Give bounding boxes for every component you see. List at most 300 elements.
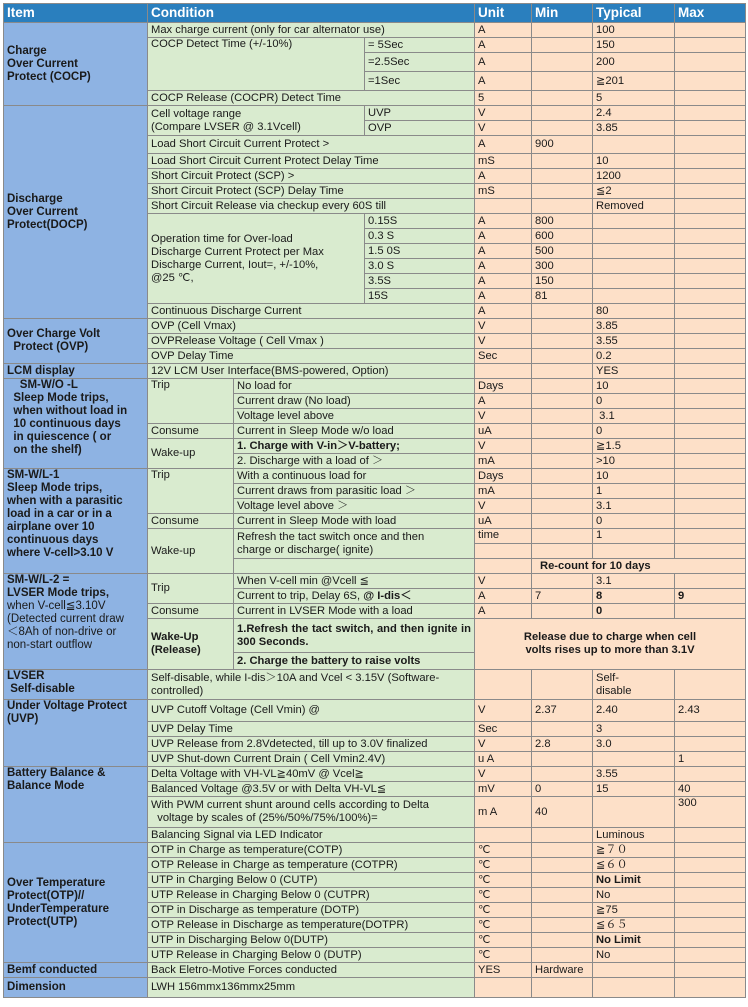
min-cell: 500 [532,244,593,259]
cond-cell: Current in Sleep Mode with load [234,514,475,529]
item-sm-wo-l: SM-W/O -L Sleep Mode trips, when without load in 10 continuous days in quiescence ( or on the shelf) [4,379,148,469]
min-cell [532,752,593,767]
unit-cell: m A [475,797,532,828]
min-cell [532,514,593,529]
min-cell [532,948,593,963]
unit-cell: uA [475,514,532,529]
table-row [4,843,746,858]
cond-cell: Load Short Circuit Current Protect Delay Time [148,154,475,169]
max-cell: 1 [675,752,746,767]
cond-cell [234,589,475,604]
cond-cell: Short Circuit Release via checkup every 60S till [148,199,475,214]
unit-cell [475,199,532,214]
min-cell [532,843,593,858]
min-cell [532,722,593,737]
typ-cell: No [593,948,675,963]
unit-cell: ℃ [475,933,532,948]
table-row [4,978,746,998]
cond-cell: UVP Shut-down Current Drain ( Cell Vmin2.4V) [148,752,475,767]
unit-cell: V [475,767,532,782]
typ-cell: ≦2 [593,184,675,199]
unit-cell: A [475,304,532,319]
max-cell [675,963,746,978]
min-cell [532,544,593,559]
cond-cell: Self-disable, while I-dis＞10A and Vcel < 3.15V (Software- controlled) [148,670,475,700]
max-cell [675,409,746,424]
max-cell [675,184,746,199]
typ-cell: 100 [593,23,675,38]
header-row [4,4,746,23]
table-row [4,963,746,978]
cond-max-charge: Max charge current (only for car alternator use) [148,23,475,38]
header-item: Item [4,4,148,23]
max-cell [675,259,746,274]
max-cell [675,304,746,319]
max-cell [675,319,746,334]
cond-cell: With PWM current shunt around cells according to Delta voltage by scales of (25%/50%/75%/100%)= [148,797,475,828]
max-cell [675,828,746,843]
header-condition: Condition [148,4,475,23]
typ-cell: 2.4 [593,106,675,121]
table-row [4,319,746,334]
min-cell [532,670,593,700]
typ-cell: 1 [593,529,675,544]
max-cell [675,499,746,514]
typ-cell: Luminous [593,828,675,843]
cond-cell-range: Cell voltage range (Compare LVSER @ 3.1Vcell) [148,106,365,136]
group-label: Trip [148,469,234,514]
max-cell [675,948,746,963]
group-label: Trip [148,379,234,424]
cond-cell: Current draws from parasitic load ＞ [234,484,475,499]
min-cell [532,121,593,136]
typ-cell: 1200 [593,169,675,184]
table-row [4,670,746,700]
typ-cell: ≦６０ [593,858,675,873]
max-cell [675,334,746,349]
max-cell [675,38,746,53]
max-cell [675,469,746,484]
unit-cell: V [475,334,532,349]
sub-cond: 0.3 S [365,229,475,244]
typ-cell: 10 [593,469,675,484]
typ-cell: 0.2 [593,349,675,364]
unit-cell: mA [475,484,532,499]
min-cell [532,529,593,544]
max-cell [675,873,746,888]
min-cell [532,828,593,843]
unit-cell: A [475,589,532,604]
max-cell [675,767,746,782]
sub-cond: 3.5S [365,274,475,289]
typ-cell: 5 [593,91,675,106]
max-cell [675,933,746,948]
unit-cell: A [475,604,532,619]
group-label: Wake-up [148,529,234,574]
cond-cell: OVP (Cell Vmax) [148,319,475,334]
release-note: Release due to charge when cell volts rises up to more than 3.1V [475,619,746,670]
typ-cell: 150 [593,38,675,53]
min-cell [532,91,593,106]
max-cell [675,529,746,544]
min-cell [532,409,593,424]
min-cell [532,319,593,334]
max-cell [675,72,746,91]
cond-cell: OTP in Discharge as temperature (DOTP) [148,903,475,918]
cond-optime: Operation time for Over-load Discharge Current Protect per Max Discharge Current, Iout=, +/-10%, @25 ℃, [148,214,365,304]
group-label: Wake-up [148,439,234,469]
max-cell: 2.43 [675,700,746,722]
header-max: Max [675,4,746,23]
sub-cond: OVP [365,121,475,136]
max-cell [675,484,746,499]
min-cell: 600 [532,229,593,244]
unit-cell: V [475,409,532,424]
unit-cell [475,978,532,998]
sub-cond: = 5Sec [365,38,475,53]
typ-cell: ≧75 [593,903,675,918]
cond-cell: UVP Delay Time [148,722,475,737]
typ-cell [593,259,675,274]
min-cell: 81 [532,289,593,304]
cond-cell: Short Circuit Protect (SCP) Delay Time [148,184,475,199]
max-cell [675,544,746,559]
cond-cell: 1. Charge with V-in＞V-battery; [234,439,475,454]
unit-cell: ℃ [475,903,532,918]
item-lcm: LCM display [4,364,148,379]
unit-cell: A [475,274,532,289]
max-cell [675,858,746,873]
typ-cell: 200 [593,53,675,72]
typ-cell: 3.0 [593,737,675,752]
min-cell [532,469,593,484]
max-cell [675,91,746,106]
sub-cond: 15S [365,289,475,304]
unit-cell: u A [475,752,532,767]
unit-cell: V [475,700,532,722]
unit-cell: A [475,289,532,304]
unit-cell: mS [475,154,532,169]
typ-cell [593,978,675,998]
cond-cell: Load Short Circuit Current Protect > [148,136,475,154]
unit-cell: A [475,259,532,274]
typ-cell [593,544,675,559]
cond-cell: UTP Release in Charging Below 0 (CUTPR) [148,888,475,903]
max-cell [675,670,746,700]
unit-cell: ℃ [475,843,532,858]
max-cell [675,53,746,72]
max-cell [675,737,746,752]
typ-cell: 8 [593,589,675,604]
max-cell [675,229,746,244]
min-cell [532,379,593,394]
cond-cell: No load for [234,379,475,394]
max-cell [675,454,746,469]
typ-cell [593,752,675,767]
group-label: Consume [148,424,234,439]
min-cell [532,184,593,199]
unit-cell: mS [475,184,532,199]
typ-cell: YES [593,364,675,379]
unit-cell: ℃ [475,888,532,903]
max-cell [675,349,746,364]
min-cell: 40 [532,797,593,828]
unit-cell: A [475,23,532,38]
typ-cell: ≧201 [593,72,675,91]
typ-cell: 0 [593,604,675,619]
max-cell [675,604,746,619]
group-label: Trip [148,574,234,604]
cond-cell: Current in Sleep Mode w/o load [234,424,475,439]
unit-cell: A [475,214,532,229]
item-sm-wl-2 [4,574,148,670]
cond-cell: 2. Charge the battery to raise volts [234,653,475,670]
max-cell [675,379,746,394]
unit-cell: V [475,499,532,514]
cond-cell: UTP in Charging Below 0 (CUTP) [148,873,475,888]
unit-cell: uA [475,424,532,439]
table-row [4,23,746,38]
typ-cell [593,244,675,259]
table-row [4,700,746,722]
max-cell [675,574,746,589]
min-cell: 300 [532,259,593,274]
min-cell [532,858,593,873]
sub-cond: 3.0 S [365,259,475,274]
cond-cell: UVP Cutoff Voltage (Cell Vmin) @ [148,700,475,722]
unit-cell: ℃ [475,858,532,873]
min-cell [532,169,593,184]
group-label: Wake-Up (Release) [148,619,234,670]
item-bemf: Bemf conducted [4,963,148,978]
cond-cell: Short Circuit Protect (SCP) > [148,169,475,184]
max-cell [675,394,746,409]
min-cell [532,349,593,364]
sub-cond: =1Sec [365,72,475,91]
min-cell [532,903,593,918]
item-uvp: Under Voltage Protect (UVP) [4,700,148,767]
min-cell [532,604,593,619]
max-cell: 40 [675,782,746,797]
item-docp: Discharge Over Current Protect(DOCP) [4,106,148,319]
typ-cell: 3.1 [593,409,675,424]
cond-cell: OVPRelease Voltage ( Cell Vmax ) [148,334,475,349]
min-cell [532,364,593,379]
min-cell: 7 [532,589,593,604]
min-cell [532,38,593,53]
unit-cell [475,828,532,843]
typ-cell [593,289,675,304]
typ-cell: ≦６５ [593,918,675,933]
min-cell: 0 [532,782,593,797]
table-row [4,574,746,589]
min-cell [532,888,593,903]
typ-cell [593,797,675,828]
typ-cell: 3.85 [593,121,675,136]
typ-cell [593,229,675,244]
typ-cell: 3.55 [593,334,675,349]
min-cell: 800 [532,214,593,229]
max-cell [675,843,746,858]
cond-cell [234,559,475,574]
unit-cell: A [475,169,532,184]
min-cell: 150 [532,274,593,289]
unit-cell: V [475,737,532,752]
unit-cell: V [475,319,532,334]
typ-cell: No [593,888,675,903]
sub-cond: 0.15S [365,214,475,229]
header-typical: Typical [593,4,675,23]
min-cell: 2.8 [532,737,593,752]
max-cell [675,514,746,529]
unit-cell: time [475,529,532,544]
min-cell [532,499,593,514]
unit-cell: V [475,574,532,589]
min-cell [532,394,593,409]
group-label: Consume [148,604,234,619]
typ-cell: 3 [593,722,675,737]
max-cell [675,199,746,214]
table-row [4,364,746,379]
cond-cell: UTP in Discharging Below 0(DUTP) [148,933,475,948]
unit-cell: mA [475,454,532,469]
cond-cell: Continuous Discharge Current [148,304,475,319]
cond-cell: When V-cell min @Vcell ≦ [234,574,475,589]
min-cell [532,767,593,782]
typ-cell: Self- disable [593,670,675,700]
unit-cell: ℃ [475,873,532,888]
cond-cell: OTP in Charge as temperature(COTP) [148,843,475,858]
min-cell [532,933,593,948]
max-cell [675,918,746,933]
sub-cond: 1.5 0S [365,244,475,259]
typ-cell [593,136,675,154]
typ-cell: 80 [593,304,675,319]
unit-cell: A [475,229,532,244]
unit-cell: 5 [475,91,532,106]
unit-cell: mV [475,782,532,797]
cond-cell: UVP Release from 2.8Vdetected, till up to 3.0V finalized [148,737,475,752]
typ-cell: 15 [593,782,675,797]
min-cell [532,574,593,589]
cond-cell: Balancing Signal via LED Indicator [148,828,475,843]
unit-cell [475,364,532,379]
table-row [4,469,746,484]
min-cell [532,72,593,91]
typ-cell [593,963,675,978]
item-lvser: LVSER Self-disable [4,670,148,700]
unit-cell: ℃ [475,918,532,933]
typ-cell: 1 [593,484,675,499]
min-cell [532,53,593,72]
sub-cond: UVP [365,106,475,121]
item-balance: Battery Balance & Balance Mode [4,767,148,843]
header-min: Min [532,4,593,23]
max-cell [675,244,746,259]
spec-table [3,3,746,998]
group-label: Consume [148,514,234,529]
unit-cell: V [475,106,532,121]
max-cell [675,23,746,38]
unit-cell [475,670,532,700]
table-row [4,767,746,782]
typ-cell: 0 [593,394,675,409]
min-cell [532,424,593,439]
unit-cell: Days [475,379,532,394]
table-row [4,379,746,394]
max-cell [675,424,746,439]
typ-cell: 0 [593,424,675,439]
sub-cond: =2.5Sec [365,53,475,72]
cond-cell: OTP Release in Charge as temperature (COTPR) [148,858,475,873]
cond-cell: Balanced Voltage @3.5V or with Delta VH-VL≦ [148,782,475,797]
recount-note: Re-count for 10 days [532,559,746,574]
typ-cell: 10 [593,154,675,169]
item-ovp: Over Charge Volt Protect (OVP) [4,319,148,364]
max-cell [675,903,746,918]
typ-cell: 3.55 [593,767,675,782]
min-cell: 900 [532,136,593,154]
unit-cell: Sec [475,722,532,737]
header-unit: Unit [475,4,532,23]
max-cell [675,106,746,121]
min-cell [532,199,593,214]
unit-cell [475,544,532,559]
unit-cell: V [475,121,532,136]
max-cell: 9 [675,589,746,604]
unit-cell: Sec [475,349,532,364]
typ-cell: 2.40 [593,700,675,722]
cond-cell: 12V LCM User Interface(BMS-powered, Option) [148,364,475,379]
typ-cell: 3.1 [593,499,675,514]
max-cell [675,214,746,229]
max-cell [675,136,746,154]
max-cell: 300 [675,797,746,828]
item-dimension: Dimension [4,978,148,998]
cond-cell: With a continuous load for [234,469,475,484]
item-sm-wl-2-title: SM-W/L-2 = LVSER Mode trips, [7,574,110,599]
cond-cell: 2. Discharge with a load of ＞ [234,454,475,469]
cond-cell: OTP Release in Discharge as temperature(DOTPR) [148,918,475,933]
typ-cell [593,274,675,289]
cond-cocp-detect: COCP Detect Time (+/-10%) [148,38,365,91]
max-cell [675,888,746,903]
cond-cell: OVP Delay Time [148,349,475,364]
cond-cell: Back Eletro-Motive Forces conducted [148,963,475,978]
typ-cell: ≧７０ [593,843,675,858]
unit-cell [475,559,532,574]
table-row [4,106,746,121]
item-sm-wl-2-text: when V-cell≦3.10V (Detected current draw ＜8Ah of non-drive or non-start outflow [7,600,124,651]
typ-cell: 3.85 [593,319,675,334]
max-cell [675,439,746,454]
cond-cell: LWH 156mmx136mmx25mm [148,978,475,998]
cond-cell: Delta Voltage with VH-VL≧40mV @ Vcel≧ [148,767,475,782]
min-cell [532,454,593,469]
max-cell [675,289,746,304]
min-cell [532,918,593,933]
cond-cell: Voltage level above ＞ [234,499,475,514]
typ-cell: No Limit [593,933,675,948]
unit-cell: A [475,136,532,154]
unit-cell: A [475,244,532,259]
cond-cell: COCP Release (COCPR) Detect Time [148,91,475,106]
min-cell: 2.37 [532,700,593,722]
max-cell [675,169,746,184]
typ-cell: 0 [593,514,675,529]
typ-cell: 3.1 [593,574,675,589]
min-cell: Hardware [532,963,593,978]
